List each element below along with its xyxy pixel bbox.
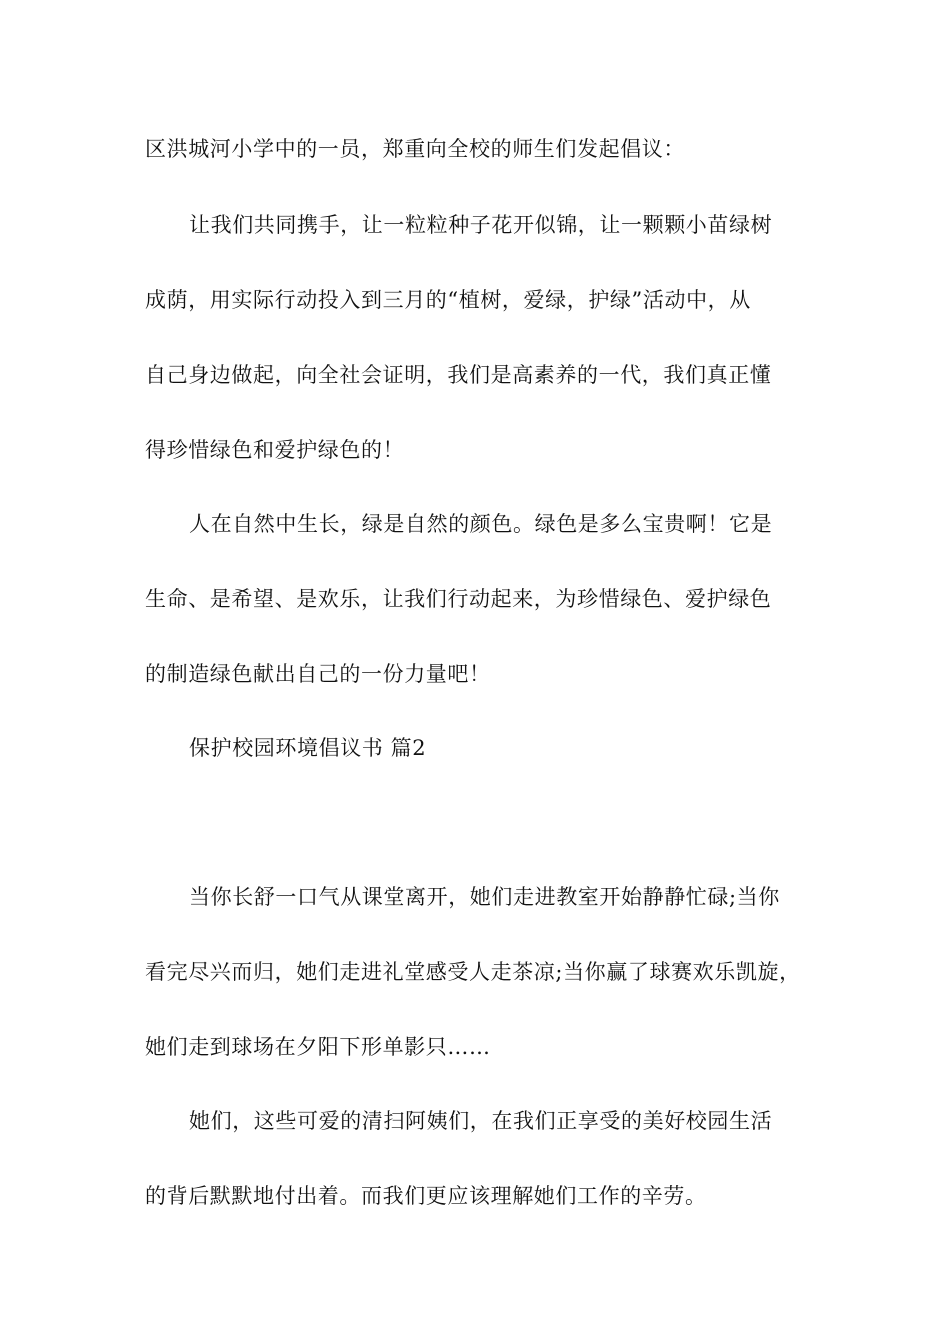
paragraph-line: 的背后默默地付出着。而我们更应该理解她们工作的辛劳。	[145, 1184, 707, 1208]
paragraph-line: 当你长舒一口气从课堂离开，她们走进教室开始静静忙碌;当你	[189, 885, 780, 909]
paragraph-line: 她们，这些可爱的清扫阿姨们，在我们正享受的美好校园生活	[189, 1109, 773, 1133]
paragraph-line: 自己身边做起，向全社会证明，我们是高素养的一代，我们真正懂	[145, 363, 772, 387]
section-heading: 保护校园环境倡议书 篇2	[189, 736, 427, 760]
paragraph-line: 让我们共同携手，让一粒粒种子花开似锦，让一颗颗小苗绿树	[189, 213, 773, 237]
paragraph-line: 人在自然中生长，绿是自然的颜色。绿色是多么宝贵啊！它是	[189, 512, 773, 536]
paragraph-line: 生命、是希望、是欢乐，让我们行动起来，为珍惜绿色、爱护绿色	[145, 587, 772, 611]
paragraph-line: 她们走到球场在夕阳下形单影只……	[145, 1035, 491, 1059]
paragraph-line: 成荫，用实际行动投入到三月的“植树，爱绿，护绿”活动中，从	[145, 288, 751, 312]
paragraph-line: 看完尽兴而归，她们走进礼堂感受人走茶凉;当你赢了球赛欢乐凯旋，	[145, 960, 801, 984]
paragraph-line: 的制造绿色献出自己的一份力量吧！	[145, 662, 491, 686]
paragraph-line: 得珍惜绿色和爱护绿色的！	[145, 438, 405, 462]
paragraph-line: 区洪城河小学中的一员，郑重向全校的师生们发起倡议：	[145, 137, 685, 161]
